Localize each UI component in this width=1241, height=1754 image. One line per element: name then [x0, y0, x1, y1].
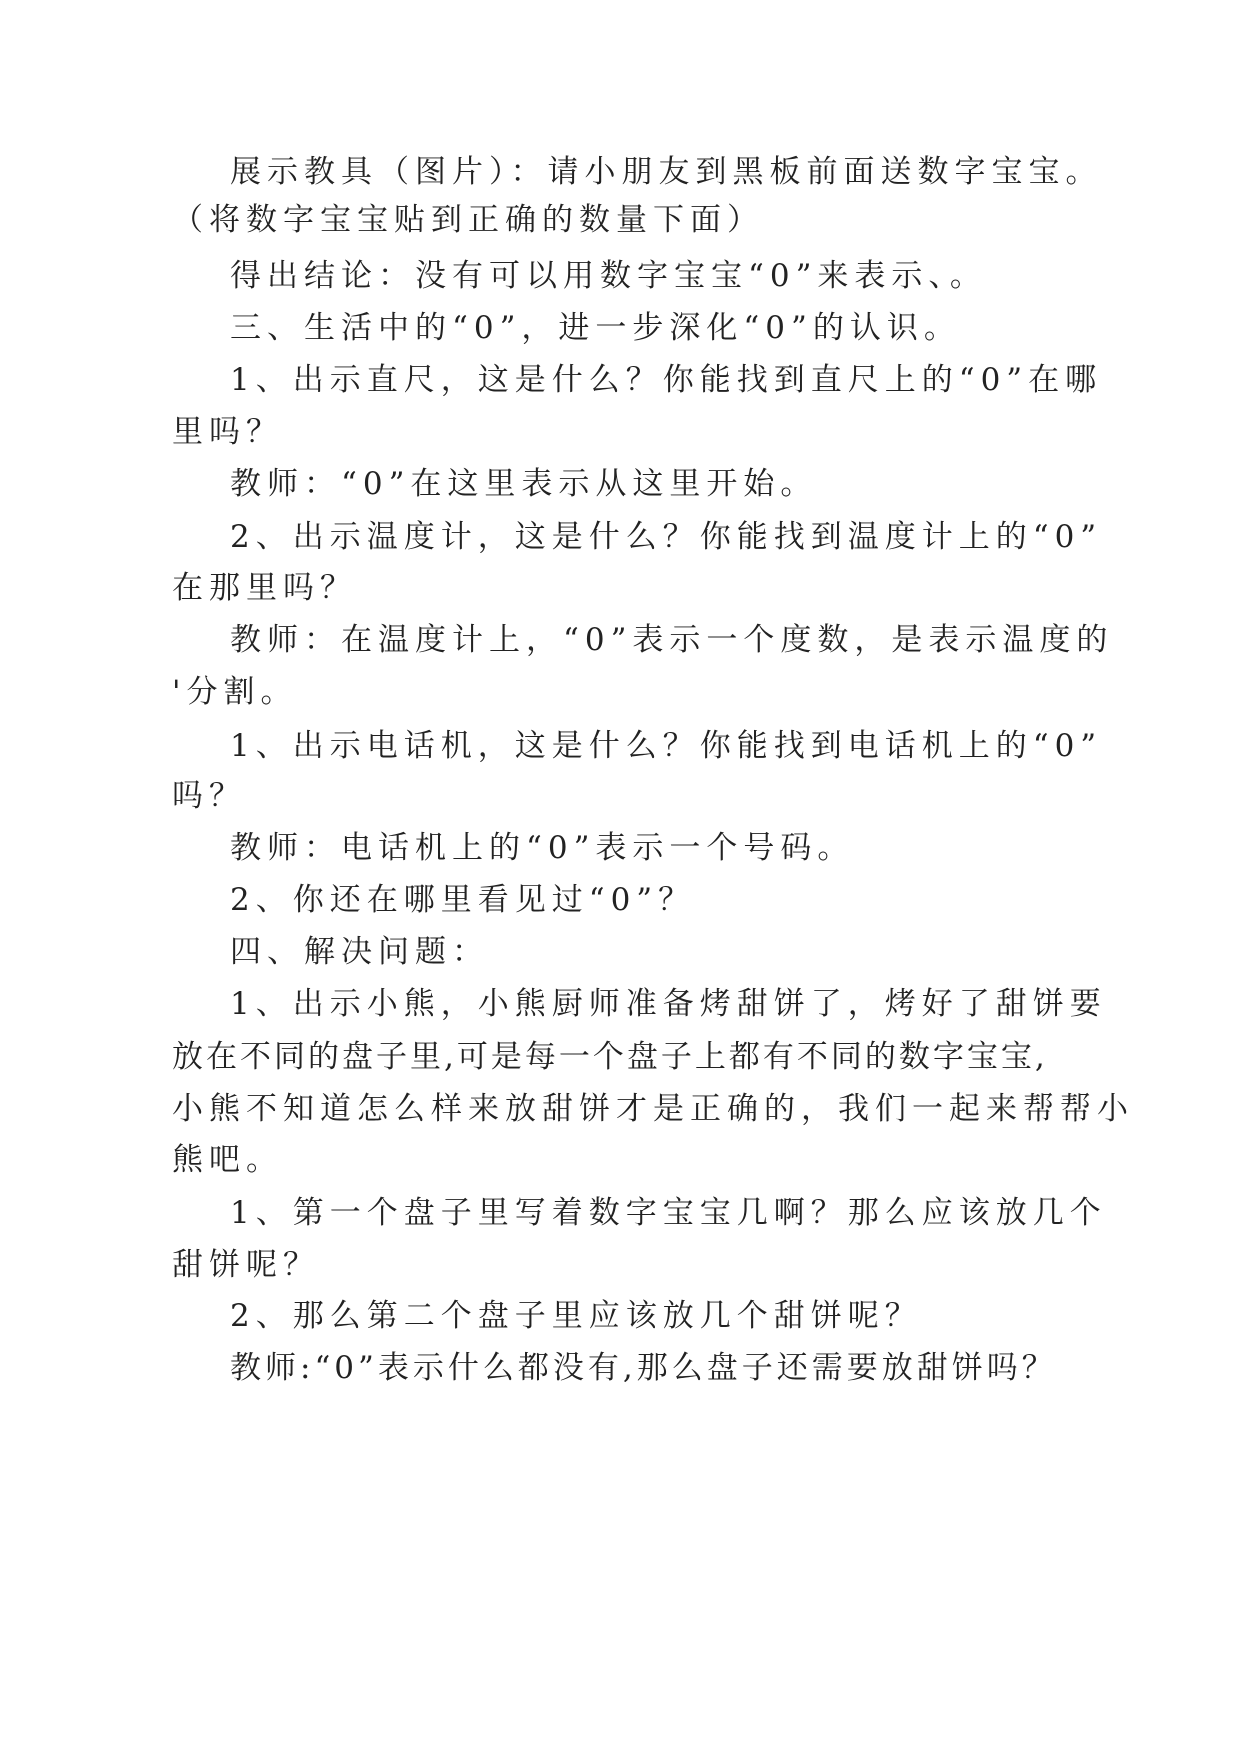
- text-line: 放在不同的盘子里,可是每一个盘子上都有不同的数字宝宝,: [172, 1039, 1048, 1075]
- text-line: 展示教具（图片）：请小朋友到黑板前面送数字宝宝。: [230, 154, 1103, 190]
- text-line: '分割。: [172, 674, 298, 710]
- text-line: 教师：“0”在这里表示从这里开始。: [230, 466, 818, 502]
- text-line: 1、出示直尺，这是什么？你能找到直尺上的“0”在哪: [230, 362, 1103, 398]
- text-line: 1、第一个盘子里写着数字宝宝几啊？那么应该放几个: [230, 1195, 1107, 1231]
- text-line: 吗？: [172, 778, 246, 814]
- text-line: 三、生活中的“0”，进一步深化“0”的认识。: [230, 310, 961, 346]
- text-line: （将数字宝宝贴到正确的数量下面）: [172, 202, 764, 238]
- text-line: 教师：电话机上的“0”表示一个号码。: [230, 830, 855, 866]
- text-line: 教师:“0”表示什么都没有,那么盘子还需要放甜饼吗？: [230, 1350, 1057, 1386]
- text-line: 熊吧。: [172, 1142, 283, 1178]
- text-line: 在那里吗？: [172, 570, 357, 606]
- text-line: 教师：在温度计上，“0”表示一个度数，是表示温度的: [230, 622, 1114, 658]
- text-line: 1、出示小熊，小熊厨师准备烤甜饼了，烤好了甜饼要: [230, 986, 1107, 1022]
- text-line: 得出结论：没有可以用数字宝宝“0”来表示、。: [230, 258, 987, 294]
- text-line: 2、你还在哪里看见过“0”？: [230, 882, 696, 918]
- text-line: 里吗？: [172, 414, 283, 450]
- text-line: 小熊不知道怎么样来放甜饼才是正确的，我们一起来帮帮小: [172, 1091, 1134, 1127]
- text-line: 四、解决问题：: [230, 934, 489, 970]
- text-line: 2、出示温度计，这是什么？你能找到温度计上的“0”: [230, 519, 1103, 555]
- text-line: 2、那么第二个盘子里应该放几个甜饼呢？: [230, 1298, 922, 1334]
- text-line: 甜饼呢？: [172, 1247, 320, 1283]
- text-line: 1、出示电话机，这是什么？你能找到电话机上的“0”: [230, 728, 1103, 764]
